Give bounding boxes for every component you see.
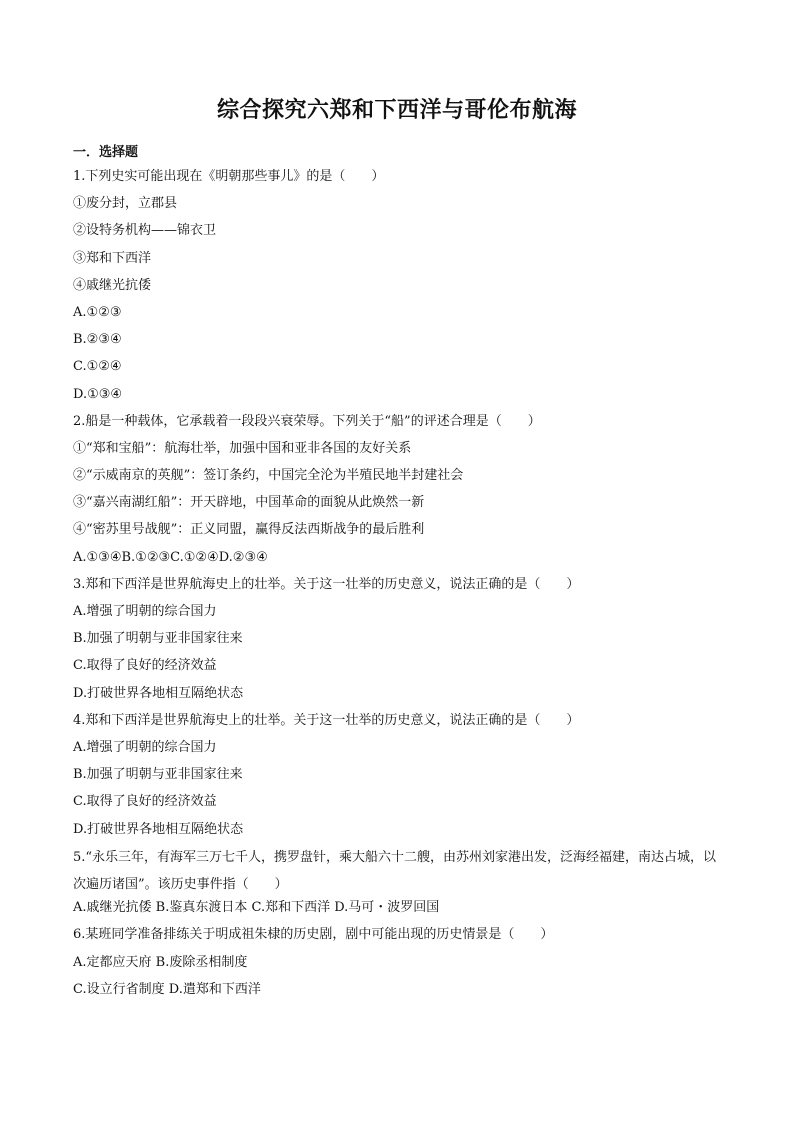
question-item: ①“郑和宝船”：航海壮举，加强中国和亚非各国的友好关系: [73, 440, 412, 456]
question-item: ③郑和下西洋: [73, 250, 152, 266]
question-stem: 3.郑和下西洋是世界航海史上的壮举。关于这一壮举的历史意义，说法正确的是（ ）: [73, 576, 580, 592]
answer-options: A.定都应天府 B.废除丞相制度: [73, 954, 248, 970]
answer-option: A.增强了明朝的综合国力: [73, 739, 217, 755]
answer-option: A.增强了明朝的综合国力: [73, 604, 217, 619]
question-item: ④“密苏里号战舰”：正义同盟，赢得反法西斯战争的最后胜利: [73, 522, 425, 538]
answer-option: D.①③④: [73, 386, 123, 402]
answer-option: C.①②④: [73, 359, 122, 375]
question-item: ②设特务机构——锦衣卫: [73, 223, 217, 239]
question-item: ③“嘉兴南湖红船”：开天辟地，中国革命的面貌从此焕然一新: [73, 495, 425, 511]
question-stem: 4.郑和下西洋是世界航海史上的壮举。关于这一壮举的历史意义，说法正确的是（ ）: [73, 712, 580, 728]
answer-option: B.②③④: [73, 332, 122, 348]
answer-options: A.戚继光抗倭 B.鉴真东渡日本 C.郑和下西洋 D.马可・波罗回国: [73, 900, 440, 916]
answer-options: C.设立行省制度 D.遣郑和下西洋: [73, 981, 261, 997]
question-stem: 5.“永乐三年，有海军三万七千人，携罗盘针，乘大船六十二艘，由苏州刘家港出发，泛海经福建，南达占城，以次遍历诸国”。该历史事件指（ ）: [73, 849, 717, 892]
document-title: 综合探究六郑和下西洋与哥伦布航海: [216, 97, 577, 123]
question-stem: 2.船是一种载体，它承载着一段段兴衰荣辱。下列关于“船”的评述合理是（ ）: [73, 413, 541, 429]
section-heading: 一．选择题: [73, 145, 139, 160]
answer-option: C.取得了良好的经济效益: [73, 658, 217, 674]
answer-option: B.加强了明朝与亚非国家往来: [73, 767, 243, 783]
answer-option: B.加强了明朝与亚非国家往来: [73, 631, 243, 647]
question-item: ②“示威南京的英舰”：签订条约，中国完全沦为半殖民地半封建社会: [73, 468, 464, 484]
answer-option: D.打破世界各地相互隔绝状态: [73, 821, 244, 837]
question-list: [73, 167, 728, 1007]
question-stem: 1.下列史实可能出现在《明朝那些事儿》的是（ ）: [73, 169, 385, 184]
answer-option: C.取得了良好的经济效益: [73, 794, 217, 810]
answer-option: A.①②③: [73, 304, 122, 320]
answer-option: D.打破世界各地相互隔绝状态: [73, 685, 244, 701]
question-stem: 6.某班同学准备排练关于明成祖朱棣的历史剧，剧中可能出现的历史情景是（ ）: [73, 927, 554, 943]
question-item: ④戚继光抗倭: [73, 277, 152, 293]
question-item: ①废分封，立郡县: [73, 196, 178, 212]
answer-options: A.①③④B.①②③C.①②④D.②③④: [73, 549, 268, 565]
